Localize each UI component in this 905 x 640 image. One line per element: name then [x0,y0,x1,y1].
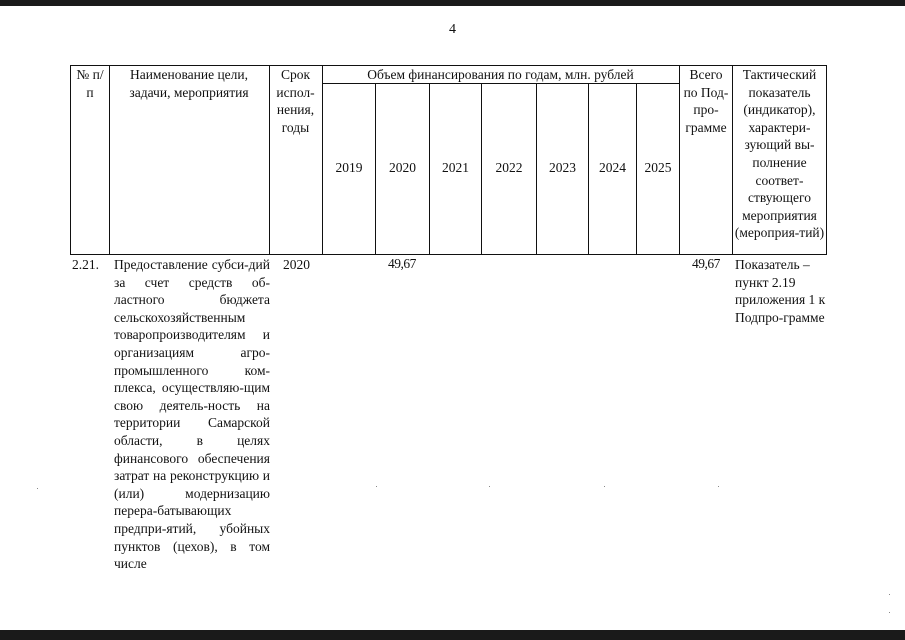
scan-speck [376,486,377,487]
top-border [0,0,905,6]
scan-speck [718,486,719,487]
scan-speck [889,612,890,613]
header-indicator: Тактический показатель (индикатор), характери-зующий вы-полнение соответ-ствующего мероприятия (мероприя-тий) [734,67,825,241]
scan-speck [604,486,605,487]
row-indicator: Показатель – пункт 2.19 приложения 1 к Подпро-грамме [735,257,826,325]
row-term: 2020 [283,257,310,272]
scan-speck [889,594,890,595]
header-finance: Объем финансирования по годам, млн. рублей [367,67,634,82]
header-total: Всего по Под-про-грамме [683,67,729,135]
header-term: Срок испол-нения, годы [276,67,315,135]
row-value-2020: 49,67 [388,256,416,271]
row-name: Предоставление субси-дий за счет средств об-ластного бюджета сельскохозяйственным товаропроизводителям и организациям агро-промышленного ком-плекса, осуществляю-щим свою деятель-ность на территории Самарской области, в целях финансового обеспечения затрат на реконструкцию и (или) модернизацию перера-батывающих предпри-ятий, убойных пунктов (цехов), в том числе [114,257,270,572]
row-total: 49,67 [692,256,720,271]
page-number: 4 [449,22,456,37]
bottom-border [0,630,905,640]
header-name: Наименование цели, задачи, мероприятия [129,67,249,100]
header-year-2021: 2021 [442,160,469,175]
header-num: № п/п [76,67,104,100]
header-year-2022: 2022 [495,160,523,175]
header-year-2024: 2024 [599,160,626,175]
row-num: 2.21. [72,257,99,272]
header-year-2020: 2020 [389,160,416,175]
header-year-2023: 2023 [549,160,576,175]
scan-speck [37,488,38,489]
header-year-2025: 2025 [644,160,672,175]
scan-speck [489,486,490,487]
header-year-2019: 2019 [335,160,363,175]
